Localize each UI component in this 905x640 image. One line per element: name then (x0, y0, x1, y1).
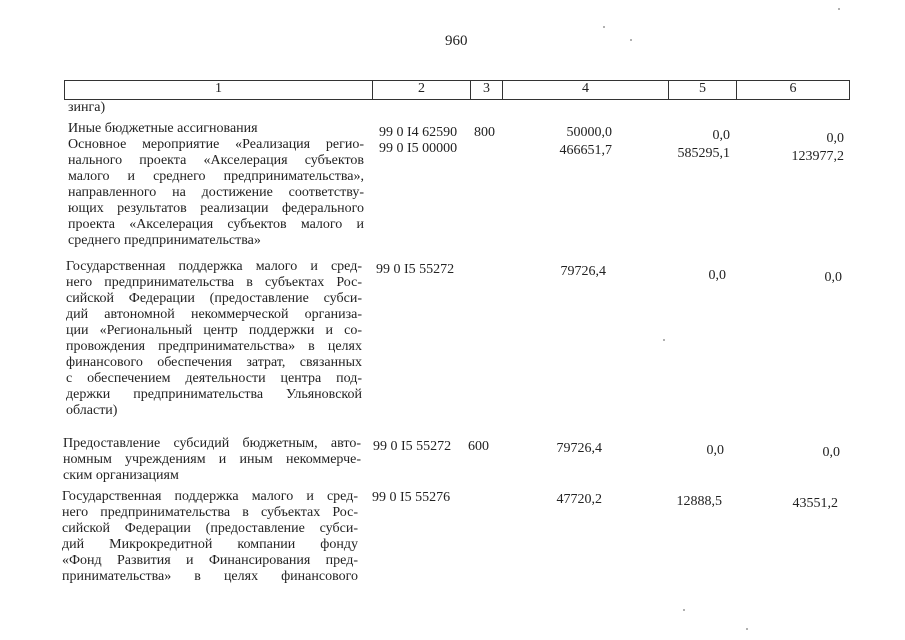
row-3-line: сийской Федерации (предоставление субси- (66, 291, 362, 306)
row-3-line: области) (66, 403, 118, 418)
row-3-line: финансового обеспечения затрат, связанных (66, 355, 362, 370)
row-5-line: Государственная поддержка малого и сред- (62, 489, 358, 504)
row-5-v5: 12888,5 (676, 494, 722, 509)
column-header-6: 6 (736, 80, 850, 100)
scan-speck (603, 26, 605, 28)
row-4-v5: 0,0 (706, 443, 724, 458)
row-4-v6: 0,0 (822, 445, 840, 460)
row-4-code: 99 0 I5 55272 (373, 439, 452, 454)
row-1-v4: 50000,0 (566, 125, 612, 140)
row-2-line: проекта «Акселерация субъектов малого и (68, 217, 364, 232)
column-header-1: 1 (64, 80, 372, 100)
row-3-line: него предпринимательства в субъектах Рос- (66, 275, 362, 290)
row-4-v4: 79726,4 (556, 441, 602, 456)
row-5-line: сийской Федерации (предоставление субси- (62, 521, 358, 536)
row-5-line: него предпринимательства в субъектах Рос- (62, 505, 358, 520)
row-5-code: 99 0 I5 55276 (372, 490, 451, 505)
scan-speck (663, 339, 665, 341)
row-5-v4: 47720,2 (556, 492, 602, 507)
table-header (64, 80, 850, 100)
row-3-line: ции «Региональный центр поддержки и со- (66, 323, 362, 338)
row-2-v4: 466651,7 (559, 143, 612, 158)
row-5-line: «Фонд Развития и Финансирования пред- (62, 553, 358, 568)
row-1-v6: 0,0 (826, 131, 844, 146)
row-1-code: 99 0 I4 62590 (379, 125, 458, 140)
row-2-line: среднего предпринимательства» (68, 233, 261, 248)
page-number: 960 (445, 33, 468, 49)
row-3-v6: 0,0 (824, 270, 842, 285)
row-3-line: Государственная поддержка малого и сред- (66, 259, 362, 274)
row-3-line: держки предпринимательства Ульяновской (66, 387, 362, 402)
row-2-line: направленного на достижение соответству- (68, 185, 364, 200)
column-header-5: 5 (668, 80, 736, 100)
row-5-line: дий Микрокредитной компании фонду (62, 537, 358, 552)
row-5-line: принимательства» в целях финансового (62, 569, 358, 584)
column-header-4: 4 (502, 80, 668, 100)
row-2-line: ющих результатов реализации федерального (68, 201, 364, 216)
scan-speck (746, 628, 748, 630)
row-5-v6: 43551,2 (792, 496, 838, 511)
column-header-2: 2 (372, 80, 470, 100)
row-3-line: с обеспечением деятельности центра под- (66, 371, 362, 386)
row-3-line: провождения предпринимательства» в целях (66, 339, 362, 354)
row-2-code: 99 0 I5 00000 (379, 141, 458, 156)
row-4-line: Предоставление субсидий бюджетным, авто- (63, 436, 361, 451)
row-3-code: 99 0 I5 55272 (376, 262, 455, 277)
row-2-v5: 585295,1 (677, 146, 730, 161)
row-1-kind: 800 (474, 125, 495, 140)
row-1-text: Иные бюджетные ассигнования (68, 121, 258, 136)
row-3-v5: 0,0 (708, 268, 726, 283)
row-2-line: малого и среднего предпринимательства», (68, 169, 364, 184)
scan-speck (630, 39, 632, 41)
row-3-line: дий автономной некоммерческой организа- (66, 307, 362, 322)
row-2-v6: 123977,2 (791, 149, 844, 164)
row-2-line: нального проекта «Акселерация субъектов (68, 153, 364, 168)
scan-speck (838, 8, 840, 10)
row-0-text: зинга) (68, 100, 106, 115)
row-4-kind: 600 (468, 439, 489, 454)
row-2-line: Основное мероприятие «Реализация регио- (68, 137, 364, 152)
row-1-v5: 0,0 (712, 128, 730, 143)
row-4-line: номным учреждениям и иным некоммерче- (63, 452, 361, 467)
scan-speck (683, 609, 685, 611)
column-header-3: 3 (470, 80, 502, 100)
row-3-v4: 79726,4 (560, 264, 606, 279)
row-4-line: ским организациям (63, 468, 179, 483)
